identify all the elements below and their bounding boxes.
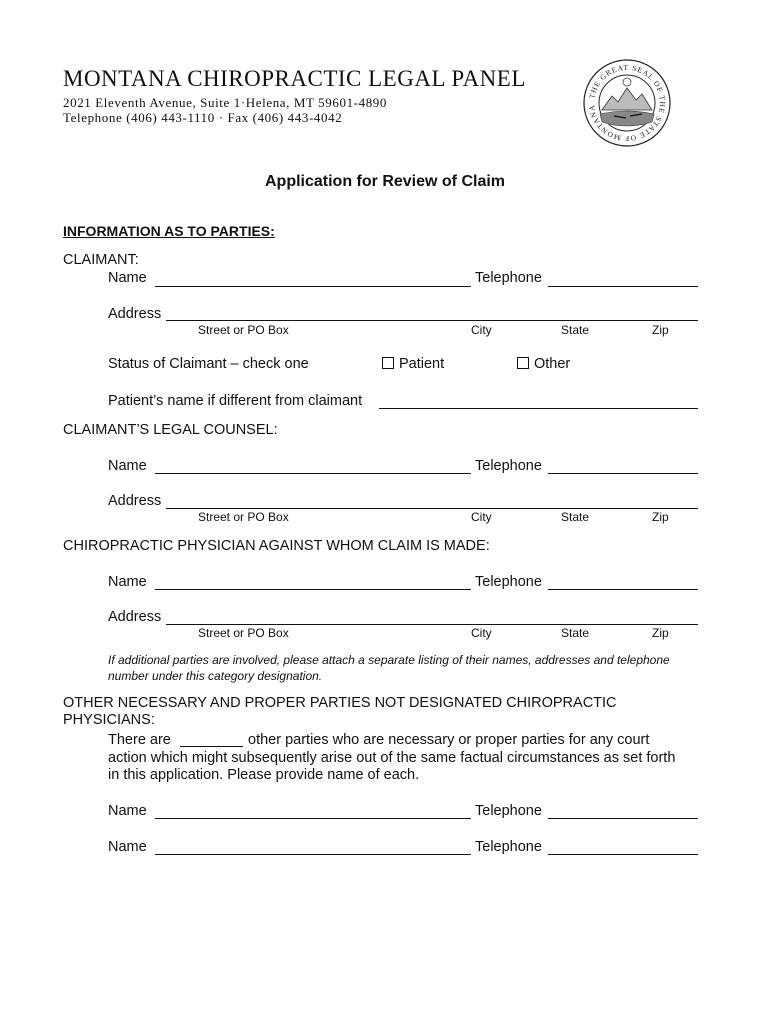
state-seal-icon	[582, 58, 672, 148]
physician-state-label: State	[561, 626, 590, 640]
counsel-zip-label: Zip	[652, 510, 669, 524]
claimant-telephone-field[interactable]	[548, 286, 698, 287]
claimant-address-label: Address	[108, 306, 162, 322]
counsel-state-label: State	[561, 510, 590, 524]
claimant-name-label: Name	[108, 270, 147, 286]
counsel-telephone-label: Telephone	[475, 458, 542, 474]
section-heading: INFORMATION AS TO PARTIES:	[63, 223, 275, 239]
additional-parties-note: If additional parties are involved, please attach a separate listing of their names, addresses and telephone number under this category designation.	[108, 653, 670, 683]
there-are-label: There are	[108, 732, 171, 748]
form-title: Application for Review of Claim	[264, 173, 506, 190]
org-phone: Telephone (406) 443-1110 · Fax (406) 443-4042	[63, 110, 343, 125]
counsel-street-label: Street or PO Box	[198, 510, 289, 524]
org-name: MONTANA CHIROPRACTIC LEGAL PANEL	[63, 66, 526, 91]
other-name1-label: Name	[108, 803, 147, 819]
other-paragraph-line3: in this application. Please provide name of each.	[108, 767, 420, 783]
claimant-telephone-label: Telephone	[475, 270, 542, 286]
physician-name-field[interactable]	[155, 589, 471, 590]
counsel-heading: CLAIMANT’S LEGAL COUNSEL:	[63, 422, 278, 438]
other-name2-field[interactable]	[155, 854, 471, 855]
counsel-address-label: Address	[108, 493, 162, 509]
other-telephone1-label: Telephone	[475, 803, 542, 819]
other-telephone2-field[interactable]	[548, 854, 698, 855]
other-telephone2-label: Telephone	[475, 839, 542, 855]
physician-telephone-field[interactable]	[548, 589, 698, 590]
status-patient-option[interactable]	[382, 356, 444, 372]
physician-telephone-label: Telephone	[475, 574, 542, 590]
claimant-address-field[interactable]	[166, 320, 698, 321]
other-parties-count-field[interactable]	[180, 746, 243, 747]
patient-checkbox[interactable]	[382, 357, 394, 369]
other-paragraph-line2: action which might subsequently arise out of the same factual circumstances as set forth	[108, 750, 676, 766]
other-heading-line1: OTHER NECESSARY AND PROPER PARTIES NOT DESIGNATED CHIROPRACTIC	[63, 695, 617, 711]
other-name2-label: Name	[108, 839, 147, 855]
other-heading-line2: PHYSICIANS:	[63, 712, 155, 728]
svg-text:THE GREAT SEAL OF THE STATE OF: THE GREAT SEAL OF THE STATE OF MONTANA	[586, 62, 668, 144]
counsel-name-field[interactable]	[155, 473, 471, 474]
physician-zip-label: Zip	[652, 626, 669, 640]
counsel-telephone-field[interactable]	[548, 473, 698, 474]
claimant-status-label: Status of Claimant – check one	[108, 356, 309, 372]
other-telephone1-field[interactable]	[548, 818, 698, 819]
other-paragraph-line1: other parties who are necessary or proper parties for any court	[248, 732, 650, 748]
other-option-label: Other	[534, 356, 571, 372]
counsel-name-label: Name	[108, 458, 147, 474]
claimant-city-label: City	[471, 323, 492, 337]
patient-name-field[interactable]	[379, 408, 698, 409]
counsel-city-label: City	[471, 510, 492, 524]
claimant-state-label: State	[561, 323, 590, 337]
claimant-name-field[interactable]	[155, 286, 471, 287]
patient-name-label: Patient’s name if different from claimant	[108, 393, 363, 409]
claimant-street-label: Street or PO Box	[198, 323, 289, 337]
physician-address-label: Address	[108, 609, 162, 625]
org-address: 2021 Eleventh Avenue, Suite 1·Helena, MT 59601-4890	[63, 95, 388, 110]
physician-name-label: Name	[108, 574, 147, 590]
claimant-heading: CLAIMANT:	[63, 252, 139, 268]
other-name1-field[interactable]	[155, 818, 471, 819]
other-checkbox[interactable]	[517, 357, 529, 369]
claimant-zip-label: Zip	[652, 323, 669, 337]
patient-option-label: Patient	[399, 356, 445, 372]
physician-heading: CHIROPRACTIC PHYSICIAN AGAINST WHOM CLAIM IS MADE:	[63, 538, 490, 554]
status-other-option[interactable]	[517, 356, 570, 372]
counsel-address-field[interactable]	[166, 508, 698, 509]
physician-address-field[interactable]	[166, 624, 698, 625]
physician-street-label: Street or PO Box	[198, 626, 289, 640]
physician-city-label: City	[471, 626, 492, 640]
